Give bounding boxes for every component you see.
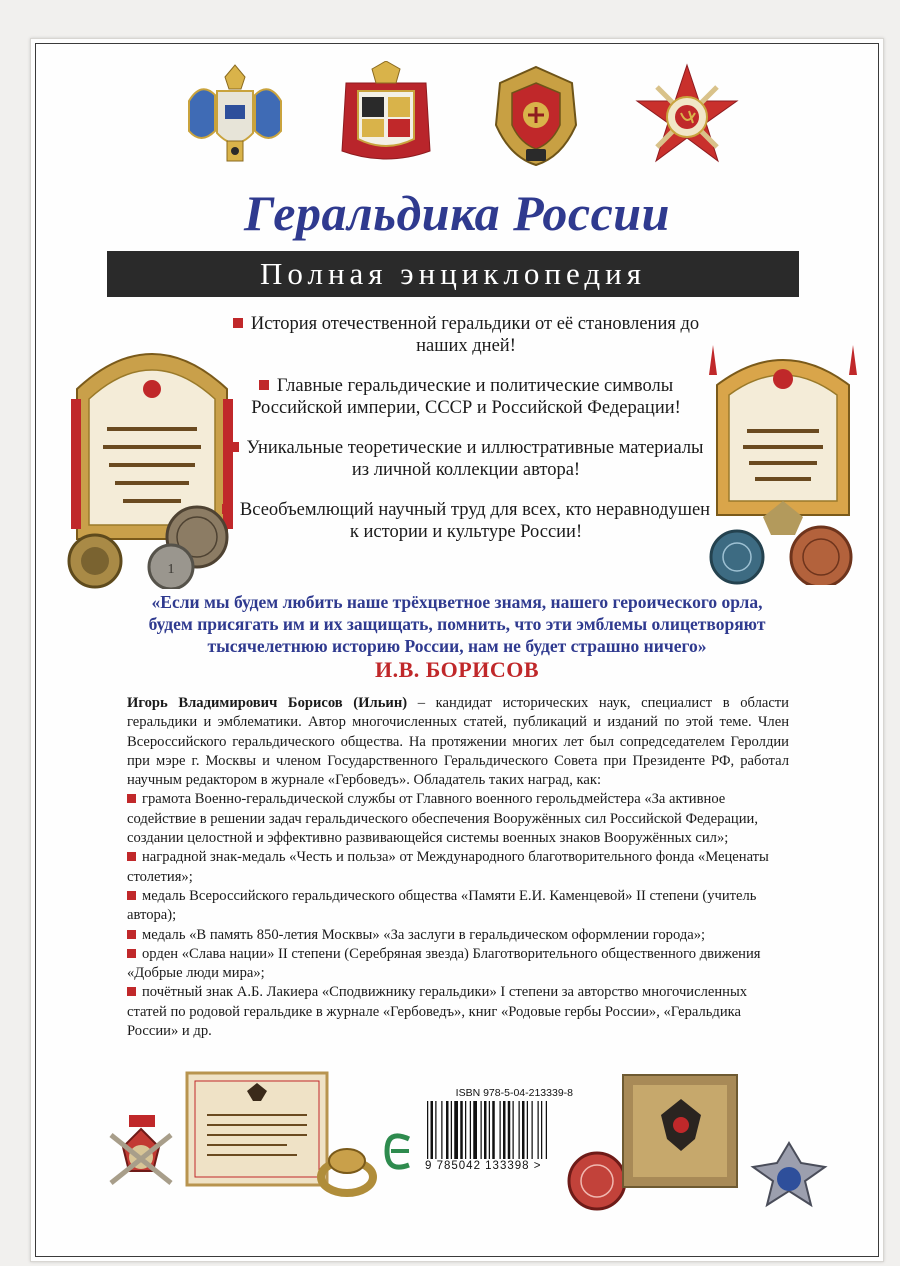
coat-of-arms-icon — [482, 61, 590, 169]
feature-item — [221, 499, 711, 543]
svg-text:1: 1 — [167, 562, 175, 577]
barcode-bar — [513, 1101, 514, 1159]
quote-line: будем присягать им и их защищать, помнить, что эти эмблемы олицетворяют — [148, 614, 766, 634]
back-cover — [30, 38, 884, 1262]
feature-text: Уникальные теоретические и иллюстративные материалы из личной коллекции автора! — [246, 438, 704, 480]
bullet-square-icon — [222, 504, 232, 514]
barcode-bar — [527, 1101, 528, 1159]
barcode-bar — [441, 1101, 442, 1159]
quote-line: тысячелетнюю историю России, нам не будет страшно ничего» — [207, 636, 707, 656]
coat-of-arms-icon — [332, 61, 440, 169]
awards-list — [127, 790, 789, 1041]
star-order-icon — [753, 1143, 825, 1205]
wax-seal-icon — [569, 1153, 625, 1209]
author-quote — [71, 591, 843, 657]
signet-ring-icon — [321, 1149, 373, 1193]
barcode-bar — [446, 1101, 449, 1159]
award-item: грамота Военно-геральдической службы от Главного военного герольдмейстера «За активное содействие в решении задач геральдического обеспечения Вооружённых сил Российской Федерации, создании целостной и эффективно развивающейся системы военных знаков Вооружённых сил»; — [127, 791, 759, 847]
bio-paragraph — [127, 694, 789, 790]
barcode-bar — [484, 1101, 487, 1159]
award-item: наградной знак-медаль «Честь и польза» от Международного благотворительного фонда «Меценаты столетия»; — [127, 849, 769, 885]
award-item: орден «Слава нации» II степени (Серебряная звезда) Благотворительного общественного движения «Добрые люди мира»; — [127, 945, 761, 982]
bullet-square-icon — [127, 930, 136, 939]
isbn-barcode — [425, 1087, 573, 1197]
bullet-square-icon — [127, 852, 136, 861]
isbn-label: ISBN 978-5-04-213339-8 — [455, 1087, 573, 1099]
feature-text: История отечественной геральдики от её становления до наших дней! — [250, 314, 700, 356]
award-item: медаль Всероссийского геральдического общества «Памяти Е.И. Каменцевой» II степени (учитель автора); — [127, 887, 757, 924]
book-subtitle-banner: Полная энциклопедия — [107, 251, 799, 297]
bio-text: – кандидат исторических наук, специалист в области геральдики и эмблематики. Автор многочисленных статей, публикаций и изданий по этой теме. Член Всероссийского геральдического общества. На протяжении многих лет был сопредседателем Геролдии при мэре г. Москвы и членом Государственного Геральдического Совета при Президенте РФ, работал научным редактором в журнале «Гербоведъ». Обладатель таких наград, как: — [127, 695, 789, 789]
barcode-bar — [541, 1101, 542, 1159]
barcode-bar — [538, 1101, 539, 1159]
imperial-eagle-icon — [623, 1075, 737, 1187]
barcode-bar — [481, 1101, 482, 1159]
barcode-bar — [503, 1101, 506, 1159]
barcode-bar — [470, 1101, 471, 1159]
award-item: почётный знак А.Б. Лакиера «Сподвижнику геральдики» I степени за авторство многочисленных статей по родовой геральдике в журнале «Гербоведъ», книг «Родовые гербы России», «Геральдика России» и др. — [127, 984, 748, 1040]
barcode-bar — [454, 1101, 458, 1159]
diploma-icon — [187, 1073, 327, 1185]
barcode-bar — [508, 1101, 511, 1159]
feature-item — [221, 375, 711, 419]
book-title: Геральдика России — [244, 185, 670, 241]
award-item: медаль «В память 850-летия Москвы» «За заслуги в геральдическом оформлении города»; — [127, 926, 789, 945]
barcode-bar — [460, 1101, 463, 1159]
ean-number: 9 785042 133398 > — [425, 1160, 542, 1172]
bullet-square-icon — [233, 318, 243, 328]
feature-list — [221, 313, 711, 561]
coat-of-arms-icon — [181, 61, 289, 169]
bullet-square-icon — [259, 380, 269, 390]
author-bio — [127, 694, 789, 1041]
quote-line: «Если мы будем любить наше трёхцветное знамя, нашего героического орла, — [151, 592, 763, 612]
barcode-bar — [500, 1101, 501, 1159]
barcode-bar — [489, 1101, 490, 1159]
bullet-square-icon — [229, 442, 239, 452]
quote-author: И.В. БОРИСОВ — [374, 657, 540, 682]
barcode-bar — [546, 1101, 547, 1159]
bullet-square-icon — [127, 987, 136, 996]
author-name: Игорь Владимирович Борисов (Ильин) — [127, 695, 408, 711]
barcode-bar — [465, 1101, 466, 1159]
barcode-bar — [451, 1101, 452, 1159]
barcode-bar — [532, 1101, 533, 1159]
feature-text: Всеобъемлющий научный труд для всех, кто неравнодушен к истории и культуре России! — [239, 500, 711, 542]
armorial-book-illustration-right — [703, 335, 863, 585]
barcode-bar — [519, 1101, 520, 1159]
feature-item — [221, 437, 711, 481]
barcode-bar — [492, 1101, 495, 1159]
armorial-book-illustration — [67, 329, 237, 589]
bullet-square-icon — [127, 794, 136, 803]
publisher-logo-icon — [381, 1121, 415, 1181]
bullet-square-icon — [127, 891, 136, 900]
feature-text: Главные геральдические и политические символы Российской империи, СССР и Российской Федерации! — [251, 376, 681, 418]
order-star-icon — [633, 61, 741, 169]
barcode-bar — [431, 1101, 434, 1159]
feature-item — [221, 313, 711, 357]
bullet-square-icon — [127, 949, 136, 958]
barcode-bar — [522, 1101, 525, 1159]
barcode-icon — [425, 1101, 573, 1159]
barcode-bar — [473, 1101, 477, 1159]
barcode-bar — [435, 1101, 436, 1159]
barcode-bar — [427, 1101, 428, 1159]
emblem-row — [181, 59, 741, 171]
order-badge-icon — [111, 1115, 171, 1183]
